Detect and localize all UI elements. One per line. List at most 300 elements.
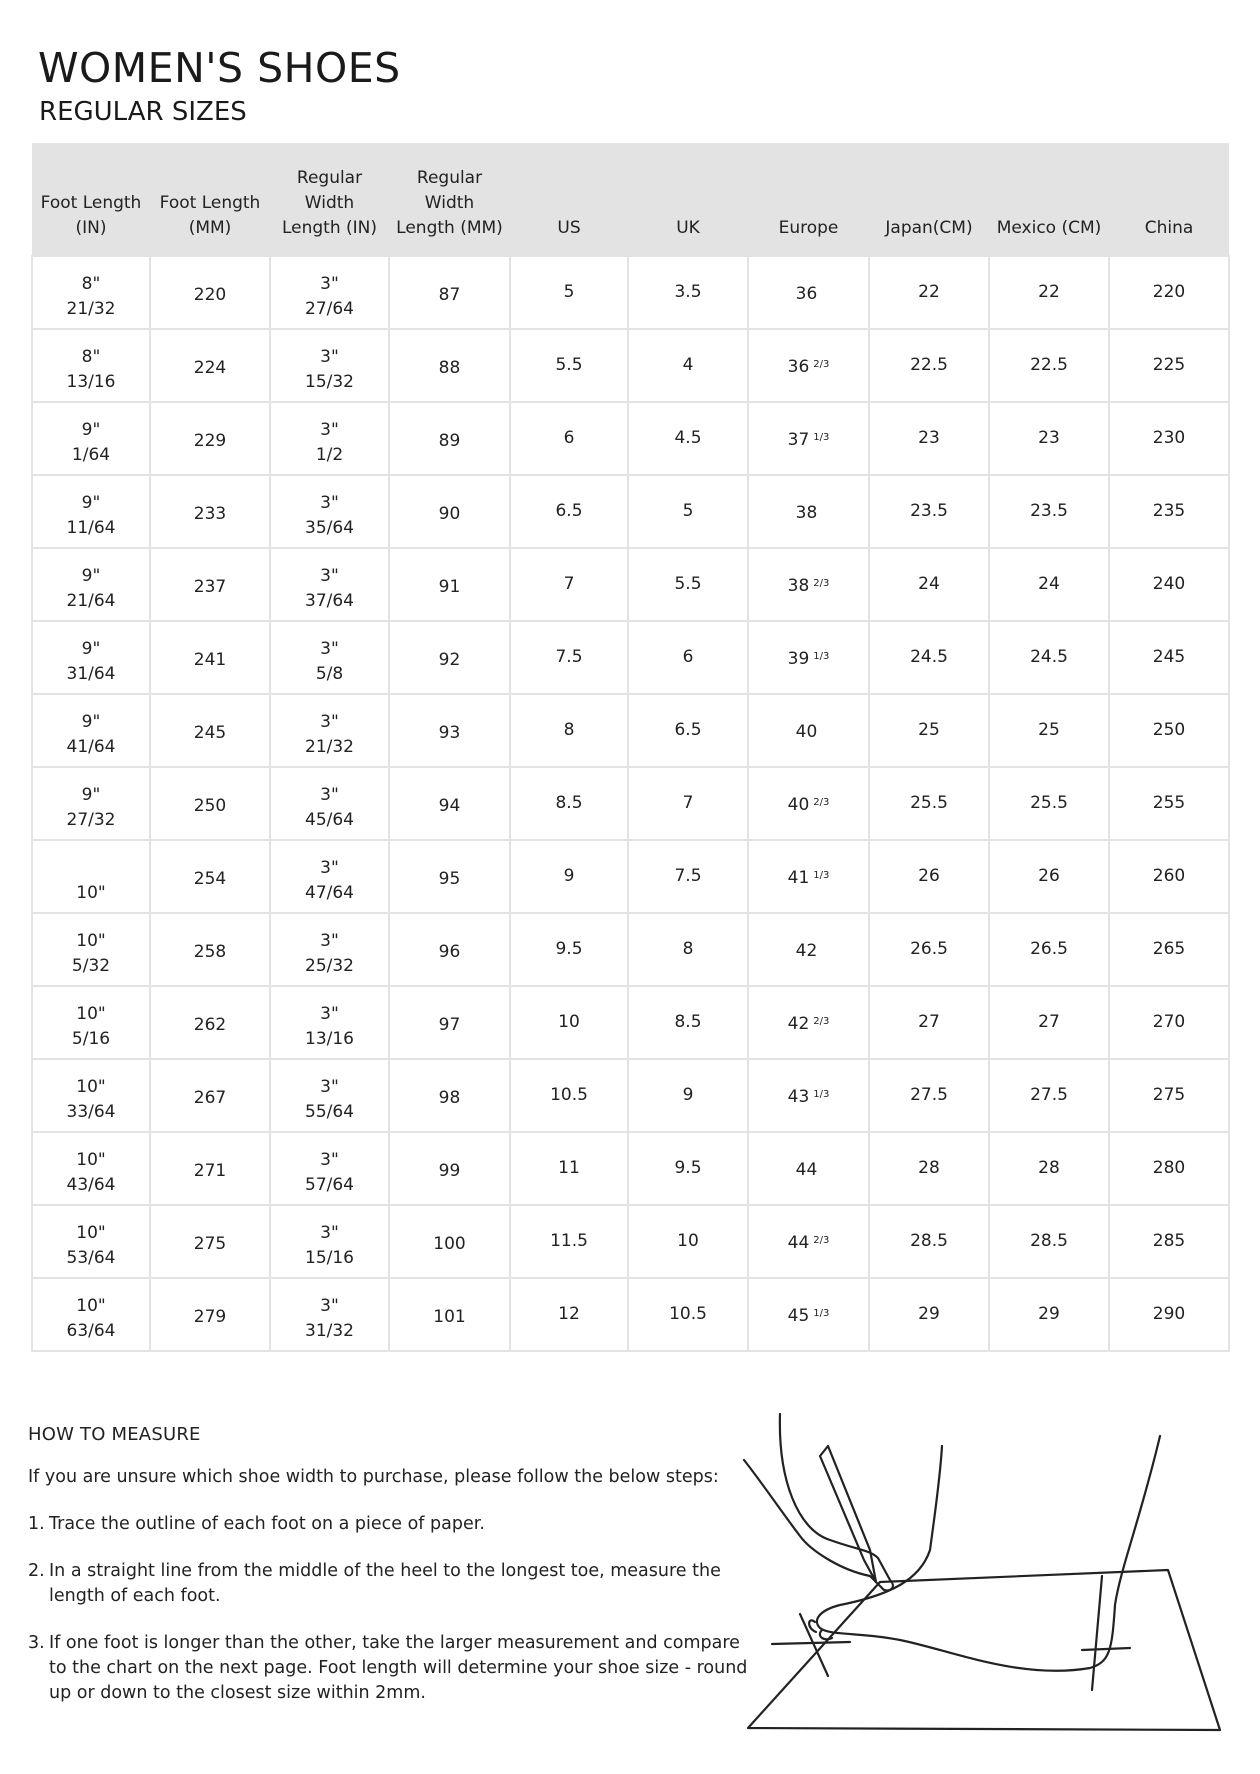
how-to-measure-intro: If you are unsure which shoe width to purchase, please follow the below steps:	[28, 1467, 719, 1487]
china-cell: 285	[1109, 1205, 1229, 1278]
header-us: US	[510, 143, 628, 256]
header-china: China	[1109, 143, 1229, 256]
uk-cell: 4.5	[628, 402, 748, 475]
foot-length-mm-cell	[150, 913, 270, 986]
japan-cell: 25.5	[869, 767, 989, 840]
foot-length-in-cell-whole: 9"	[81, 419, 101, 440]
foot-length-in-cell-value	[67, 491, 116, 541]
width-mm-cell-value: 96	[438, 942, 461, 962]
width-mm-cell	[389, 694, 510, 767]
europe-cell	[748, 913, 869, 986]
header-line: Foot Length	[159, 193, 261, 213]
header-japan: Japan(CM)	[869, 143, 989, 256]
width-in-cell-value	[305, 1294, 354, 1344]
width-mm-cell-value: 95	[438, 869, 461, 889]
china-cell: 235	[1109, 475, 1229, 548]
china-cell: 250	[1109, 694, 1229, 767]
foot-length-in-cell	[32, 621, 150, 694]
width-mm-cell	[389, 1132, 510, 1205]
us-cell: 9	[510, 840, 628, 913]
width-in-cell	[270, 475, 389, 548]
width-in-cell	[270, 1278, 389, 1351]
width-in-cell-value	[305, 783, 354, 833]
width-mm-cell	[389, 548, 510, 621]
page-subtitle: REGULAR SIZES	[39, 97, 247, 127]
size-chart-table-wrap	[31, 143, 1228, 1352]
width-mm-cell-value: 94	[438, 796, 461, 816]
foot-length-in-cell-whole	[76, 856, 105, 881]
foot-length-in-cell-value	[67, 272, 116, 322]
foot-length-in-cell-whole: 10"	[76, 1003, 106, 1024]
mexico-cell: 22	[989, 256, 1109, 329]
uk-cell: 5.5	[628, 548, 748, 621]
header-uk: UK	[628, 143, 748, 256]
japan-cell: 26	[869, 840, 989, 913]
foot-length-in-cell-fraction: 41/64	[66, 736, 116, 757]
foot-length-mm-cell	[150, 621, 270, 694]
step-number: 2.	[28, 1561, 45, 1581]
europe-value: 45	[787, 1305, 810, 1326]
header-line: (MM)	[188, 218, 232, 238]
foot-length-in-cell-value	[67, 1148, 116, 1198]
width-in-cell-fraction: 13/16	[305, 1028, 354, 1049]
foot-length-in-cell-fraction: 5/32	[71, 955, 111, 976]
width-mm-cell	[389, 1059, 510, 1132]
width-mm-cell	[389, 767, 510, 840]
foot-length-in-cell-value	[72, 1002, 110, 1052]
foot-length-in-cell-fraction: 43/64	[66, 1174, 116, 1195]
width-in-cell-fraction: 47/64	[305, 882, 354, 903]
width-in-cell	[270, 1059, 389, 1132]
foot-length-in-cell-fraction: 5/16	[71, 1028, 111, 1049]
japan-cell: 29	[869, 1278, 989, 1351]
width-in-cell-value	[316, 637, 343, 687]
europe-cell	[748, 840, 869, 913]
foot-length-mm-cell-value: 245	[193, 723, 227, 743]
foot-length-mm-cell-value: 241	[193, 650, 227, 670]
uk-cell: 7	[628, 767, 748, 840]
width-mm-cell-value: 87	[438, 285, 461, 305]
step-item	[28, 1631, 748, 1706]
width-mm-cell	[389, 402, 510, 475]
width-mm-cell	[389, 475, 510, 548]
europe-cell	[748, 621, 869, 694]
foot-length-mm-cell-value: 250	[193, 796, 227, 816]
foot-length-mm-cell-value: 254	[193, 869, 227, 889]
foot-length-mm-cell-value: 229	[193, 431, 227, 451]
width-in-cell-value	[305, 1221, 354, 1271]
europe-value: 44	[795, 1159, 818, 1180]
japan-cell: 24.5	[869, 621, 989, 694]
foot-length-in-cell-fraction: 53/64	[66, 1247, 116, 1268]
foot-length-in-cell-value	[67, 1221, 116, 1271]
mexico-cell: 29	[989, 1278, 1109, 1351]
foot-length-mm-cell-value: 220	[193, 285, 227, 305]
foot-length-mm-cell	[150, 548, 270, 621]
europe-cell	[748, 1278, 869, 1351]
width-mm-cell	[389, 256, 510, 329]
width-in-cell	[270, 913, 389, 986]
table-row	[32, 913, 1229, 986]
foot-length-in-cell-fraction: 11/64	[66, 517, 116, 538]
foot-length-in-cell-whole: 9"	[81, 492, 101, 513]
europe-value: 42	[787, 1013, 810, 1034]
foot-length-in-cell-value	[67, 783, 116, 833]
foot-length-in-cell-value	[67, 1294, 116, 1344]
table-row	[32, 256, 1229, 329]
table-row	[32, 1132, 1229, 1205]
size-chart-table	[31, 143, 1230, 1352]
uk-cell: 9.5	[628, 1132, 748, 1205]
table-row	[32, 1059, 1229, 1132]
mexico-cell: 22.5	[989, 329, 1109, 402]
width-mm-cell-value: 88	[438, 358, 461, 378]
foot-length-mm-cell	[150, 840, 270, 913]
table-row	[32, 840, 1229, 913]
foot-length-mm-cell	[150, 694, 270, 767]
china-cell: 220	[1109, 256, 1229, 329]
europe-fraction: 2/3	[813, 796, 830, 808]
width-mm-cell-value: 93	[438, 723, 461, 743]
width-mm-cell-value: 100	[433, 1234, 466, 1254]
header-line: Regular Width	[296, 168, 363, 213]
foot-length-mm-cell-value: 271	[193, 1161, 227, 1181]
mexico-cell: 25.5	[989, 767, 1109, 840]
europe-value: 38	[795, 502, 818, 523]
table-row	[32, 329, 1229, 402]
foot-length-in-cell-whole: 9"	[81, 784, 101, 805]
table-header-row	[32, 143, 1229, 256]
foot-length-mm-cell-value: 267	[193, 1088, 227, 1108]
us-cell: 8	[510, 694, 628, 767]
china-cell: 240	[1109, 548, 1229, 621]
japan-cell: 27.5	[869, 1059, 989, 1132]
foot-length-mm-cell-value: 275	[193, 1234, 227, 1254]
width-mm-cell	[389, 1278, 510, 1351]
width-mm-cell	[389, 329, 510, 402]
foot-length-in-cell-fraction: 1/64	[71, 444, 111, 465]
heel-mark	[1082, 1576, 1130, 1690]
uk-cell: 3.5	[628, 256, 748, 329]
step-item	[28, 1512, 748, 1537]
width-in-cell-fraction: 55/64	[305, 1101, 354, 1122]
china-cell: 245	[1109, 621, 1229, 694]
width-in-cell-whole: 3"	[320, 930, 339, 951]
foot-length-mm-cell	[150, 1059, 270, 1132]
width-in-cell-value	[305, 1002, 354, 1052]
uk-cell: 5	[628, 475, 748, 548]
europe-cell	[748, 256, 869, 329]
width-in-cell-whole: 3"	[320, 711, 339, 732]
china-cell: 255	[1109, 767, 1229, 840]
width-in-cell	[270, 402, 389, 475]
japan-cell: 26.5	[869, 913, 989, 986]
uk-cell: 7.5	[628, 840, 748, 913]
width-in-cell-whole: 3"	[320, 492, 339, 513]
width-in-cell-value	[305, 1148, 354, 1198]
table-row	[32, 1278, 1229, 1351]
table-row	[32, 986, 1229, 1059]
page-title: WOMEN'S SHOES	[38, 44, 401, 92]
width-mm-cell-value: 91	[438, 577, 461, 597]
europe-value: 37	[787, 429, 810, 450]
width-in-cell-whole: 3"	[320, 1295, 339, 1316]
mexico-cell: 27.5	[989, 1059, 1109, 1132]
china-cell: 270	[1109, 986, 1229, 1059]
header-mexico: Mexico (CM)	[989, 143, 1109, 256]
width-in-cell-whole: 3"	[320, 1003, 339, 1024]
foot-length-mm-cell	[150, 256, 270, 329]
width-in-cell-whole: 3"	[320, 857, 339, 878]
header-europe: Europe	[748, 143, 869, 256]
mexico-cell: 23.5	[989, 475, 1109, 548]
europe-cell	[748, 1205, 869, 1278]
table-row	[32, 402, 1229, 475]
step-number: 1.	[28, 1514, 45, 1534]
width-in-cell-fraction: 5/8	[315, 663, 344, 684]
foot-length-mm-cell-value: 224	[193, 358, 227, 378]
header-foot-length-mm	[150, 143, 270, 256]
pen	[820, 1446, 876, 1582]
foot-length-in-cell-whole: 8"	[81, 346, 101, 367]
foot-length-mm-cell-value: 233	[193, 504, 227, 524]
foot-length-in-cell	[32, 329, 150, 402]
europe-value: 40	[795, 721, 818, 742]
foot-length-in-cell	[32, 548, 150, 621]
europe-fraction: 1/3	[813, 869, 830, 881]
japan-cell: 23	[869, 402, 989, 475]
foot-length-in-cell-value	[67, 710, 116, 760]
foot-length-in-cell-whole: 10"	[76, 1076, 106, 1097]
width-mm-cell	[389, 1205, 510, 1278]
width-in-cell	[270, 329, 389, 402]
mexico-cell: 27	[989, 986, 1109, 1059]
width-in-cell-whole: 3"	[320, 784, 339, 805]
header-line: (IN)	[75, 218, 107, 238]
us-cell: 5.5	[510, 329, 628, 402]
japan-cell: 28	[869, 1132, 989, 1205]
width-in-cell-whole: 3"	[320, 273, 339, 294]
uk-cell: 8.5	[628, 986, 748, 1059]
table-row	[32, 1205, 1229, 1278]
table-row	[32, 475, 1229, 548]
europe-value: 39	[787, 648, 810, 669]
header-line: Foot Length	[40, 193, 142, 213]
china-cell: 225	[1109, 329, 1229, 402]
width-mm-cell-value: 92	[438, 650, 461, 670]
width-in-cell-fraction: 21/32	[305, 736, 354, 757]
foot-length-in-cell-value	[72, 929, 110, 979]
foot-length-in-cell	[32, 1132, 150, 1205]
foot-length-in-cell-fraction: 13/16	[66, 371, 116, 392]
toe-mark	[772, 1614, 850, 1676]
foot-length-in-cell-whole: 10"	[76, 1222, 106, 1243]
europe-cell	[748, 475, 869, 548]
europe-cell	[748, 548, 869, 621]
foot-length-in-cell-whole: 10"	[76, 1149, 106, 1170]
china-cell: 275	[1109, 1059, 1229, 1132]
europe-fraction: 1/3	[813, 650, 830, 662]
foot-length-mm-cell	[150, 402, 270, 475]
how-to-measure-section	[28, 1424, 748, 1728]
uk-cell: 4	[628, 329, 748, 402]
china-cell: 230	[1109, 402, 1229, 475]
foot-length-in-cell	[32, 767, 150, 840]
europe-cell	[748, 329, 869, 402]
foot-toes	[809, 1620, 832, 1639]
us-cell: 9.5	[510, 913, 628, 986]
foot-length-mm-cell-value: 237	[193, 577, 227, 597]
foot-length-in-cell	[32, 402, 150, 475]
europe-value: 42	[795, 940, 818, 961]
uk-cell: 8	[628, 913, 748, 986]
width-in-cell-value	[305, 929, 354, 979]
foot-length-mm-cell	[150, 986, 270, 1059]
how-to-measure-steps	[28, 1512, 748, 1706]
width-in-cell	[270, 1205, 389, 1278]
header-line: Length (MM)	[396, 218, 503, 238]
width-in-cell	[270, 1132, 389, 1205]
foot-length-mm-cell	[150, 329, 270, 402]
foot-length-in-cell-value	[76, 856, 105, 906]
foot-length-in-cell-value	[67, 564, 116, 614]
europe-fraction: 1/3	[813, 431, 830, 443]
china-cell: 280	[1109, 1132, 1229, 1205]
mexico-cell: 24	[989, 548, 1109, 621]
width-in-cell-value	[305, 491, 354, 541]
foot-length-in-cell-value	[72, 418, 110, 468]
us-cell: 5	[510, 256, 628, 329]
mexico-cell: 24.5	[989, 621, 1109, 694]
mexico-cell: 25	[989, 694, 1109, 767]
width-mm-cell-value: 90	[438, 504, 461, 524]
japan-cell: 22.5	[869, 329, 989, 402]
japan-cell: 28.5	[869, 1205, 989, 1278]
foot-length-in-cell-fraction: 10"	[76, 882, 106, 903]
europe-value: 43	[787, 1086, 810, 1107]
width-in-cell	[270, 548, 389, 621]
size-chart-body	[32, 256, 1229, 1351]
uk-cell: 9	[628, 1059, 748, 1132]
foot-length-mm-cell	[150, 1278, 270, 1351]
foot-length-in-cell-whole: 10"	[76, 1295, 106, 1316]
header-foot-length-in	[32, 143, 150, 256]
foot-length-in-cell-fraction: 31/64	[66, 663, 116, 684]
width-mm-cell	[389, 913, 510, 986]
width-mm-cell-value: 99	[438, 1161, 461, 1181]
width-in-cell-fraction: 15/32	[305, 371, 354, 392]
width-mm-cell-value: 98	[438, 1088, 461, 1108]
foot-length-mm-cell	[150, 1205, 270, 1278]
foot-length-in-cell-fraction: 63/64	[66, 1320, 116, 1341]
foot-length-in-cell	[32, 840, 150, 913]
width-in-cell-fraction: 1/2	[315, 444, 344, 465]
europe-value: 41	[787, 867, 810, 888]
width-in-cell	[270, 986, 389, 1059]
europe-fraction: 2/3	[813, 1234, 830, 1246]
europe-value: 38	[787, 575, 810, 596]
width-mm-cell-value: 97	[438, 1015, 461, 1035]
width-in-cell-fraction: 27/64	[305, 298, 354, 319]
width-in-cell-value	[316, 418, 343, 468]
japan-cell: 23.5	[869, 475, 989, 548]
foot-length-in-cell	[32, 1205, 150, 1278]
foot-length-in-cell-whole: 9"	[81, 638, 101, 659]
foot-length-in-cell	[32, 1278, 150, 1351]
width-in-cell-whole: 3"	[320, 1222, 339, 1243]
japan-cell: 24	[869, 548, 989, 621]
table-row	[32, 767, 1229, 840]
us-cell: 10	[510, 986, 628, 1059]
width-in-cell-fraction: 31/32	[305, 1320, 354, 1341]
europe-value: 36	[787, 356, 810, 377]
us-cell: 7	[510, 548, 628, 621]
width-in-cell-value	[305, 856, 354, 906]
europe-fraction: 1/3	[813, 1307, 830, 1319]
japan-cell: 22	[869, 256, 989, 329]
mexico-cell: 26.5	[989, 913, 1109, 986]
foot-length-in-cell	[32, 694, 150, 767]
foot-length-in-cell	[32, 256, 150, 329]
europe-value: 36	[795, 283, 818, 304]
foot-length-in-cell-value	[67, 1075, 116, 1125]
foot-length-mm-cell-value: 258	[193, 942, 227, 962]
width-mm-cell	[389, 986, 510, 1059]
foot-length-in-cell-value	[67, 345, 116, 395]
foot-length-in-cell-whole: 9"	[81, 711, 101, 732]
width-in-cell-fraction: 57/64	[305, 1174, 354, 1195]
header-width-mm	[389, 143, 510, 256]
mexico-cell: 28	[989, 1132, 1109, 1205]
width-in-cell-value	[305, 710, 354, 760]
width-mm-cell	[389, 840, 510, 913]
width-in-cell-fraction: 37/64	[305, 590, 354, 611]
step-text: If one foot is longer than the other, take the larger measurement and compare to the chart on the next page. Foot length will determine your shoe size - round up or down to the closest size within 2mm.	[49, 1633, 748, 1703]
width-mm-cell-value: 89	[438, 431, 461, 451]
how-to-measure-heading: HOW TO MEASURE	[28, 1424, 201, 1445]
foot-length-in-cell-fraction: 27/32	[66, 809, 116, 830]
foot-length-in-cell	[32, 475, 150, 548]
us-cell: 10.5	[510, 1059, 628, 1132]
europe-fraction: 2/3	[813, 358, 830, 370]
width-in-cell-fraction: 25/32	[305, 955, 354, 976]
foot-length-in-cell-fraction: 21/32	[66, 298, 116, 319]
europe-cell	[748, 1132, 869, 1205]
width-in-cell	[270, 694, 389, 767]
step-text: In a straight line from the middle of the heel to the longest toe, measure the length of each foot.	[49, 1561, 721, 1606]
uk-cell: 6.5	[628, 694, 748, 767]
uk-cell: 6	[628, 621, 748, 694]
table-row	[32, 694, 1229, 767]
foot-length-in-cell-value	[67, 637, 116, 687]
width-in-cell-whole: 3"	[320, 638, 339, 659]
europe-cell	[748, 1059, 869, 1132]
width-mm-cell	[389, 621, 510, 694]
europe-fraction: 1/3	[813, 1088, 830, 1100]
uk-cell: 10.5	[628, 1278, 748, 1351]
width-in-cell	[270, 256, 389, 329]
width-in-cell-fraction: 35/64	[305, 517, 354, 538]
width-in-cell-whole: 3"	[320, 346, 339, 367]
us-cell: 6.5	[510, 475, 628, 548]
table-row	[32, 621, 1229, 694]
width-in-cell	[270, 621, 389, 694]
width-in-cell-whole: 3"	[320, 1076, 339, 1097]
width-in-cell-value	[305, 564, 354, 614]
europe-value: 40	[787, 794, 810, 815]
foot-length-in-cell-whole: 10"	[76, 930, 106, 951]
hand-outline	[744, 1414, 893, 1590]
